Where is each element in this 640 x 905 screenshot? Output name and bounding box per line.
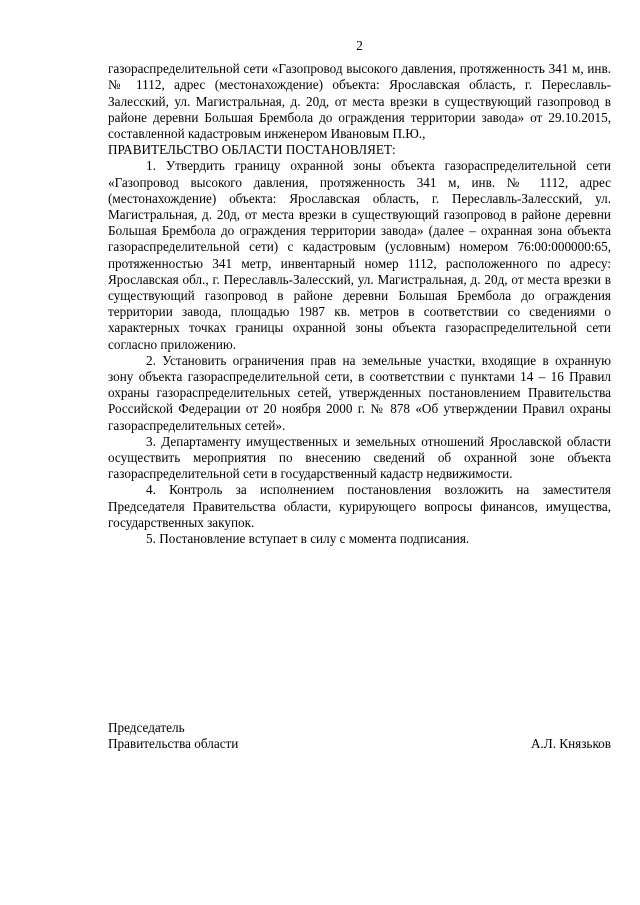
item-3: 3. Департаменту имущественных и земельных отношений Ярославской области осуществить мероприятия по внесению сведений об охранной зоне объекта газораспределительной сети в государственный кадастр недвижимости. <box>108 433 611 482</box>
resolve-heading: ПРАВИТЕЛЬСТВО ОБЛАСТИ ПОСТАНОВЛЯЕТ: <box>108 142 396 158</box>
signature-block <box>108 720 611 752</box>
page-number: 2 <box>356 38 363 53</box>
signature-row <box>108 736 611 752</box>
item-5: 5. Постановление вступает в силу с момента подписания. <box>146 531 470 547</box>
intro-paragraph: газораспределительной сети «Газопровод высокого давления, протяженность 341 м, инв. № 1112, адрес (местонахождение) объекта: Ярославская область, г. Переславль-Залесский, ул. Магистральная, д. 20д, от места врезки в существующий газопровод в районе деревни Большая Брембола до ограждения территории завода» от 29.10.2015, составленной кадастровым инженером Ивановым П.Ю., <box>108 61 611 142</box>
item-4: 4. Контроль за исполнением постановления возложить на заместителя Председателя Правительства области, курирующего вопросы финансов, имущества, государственных закупок. <box>108 482 611 530</box>
signer-title-line1: Председатель <box>108 720 185 735</box>
signer-name: А.Л. Князьков <box>530 736 611 752</box>
item-2: 2. Установить ограничения прав на земельные участки, входящие в охранную зону объекта газораспределительной сети, в соответствии с пунктами 14 – 16 Правил охраны газораспределительных сетей, утвержденных постановлением Правительства Российской Федерации от 20 ноября 2000 г. № 878 «Об утверждении Правил охраны газораспределительных сетей». <box>108 352 611 433</box>
document-body <box>108 38 611 547</box>
signer-title-line2: Правительства области <box>108 736 239 752</box>
item-1: 1. Утвердить границу охранной зоны объекта газораспределительной сети «Газопровод высокого давления, протяженность 341 м, инв. № 1112, адрес (местонахождение) объекта: Ярославская область, г. Переславль-Залесский, ул. Магистральная, д. 20д, от места врезки в существующий газопровод в районе деревни Большая Брембола до ограждения территории завода» (далее – охранная зона объекта газораспределительной сети) с кадастровым (условным) номером 76:00:000000:65, протяженностью 341 метр, инвентарный номер 1112, расположенного по адресу: Ярославская обл., г. Переславль-Залесский, ул. Магистральная, д. 20д, от места врезки в существующий газопровод в районе деревни Большая Брембола до ограждения территории завода, площадью 1987 кв. метров в соответствии со сведениями о характерных точках границы охранной зоны объекта газораспределительной сети согласно приложению. <box>108 158 611 352</box>
